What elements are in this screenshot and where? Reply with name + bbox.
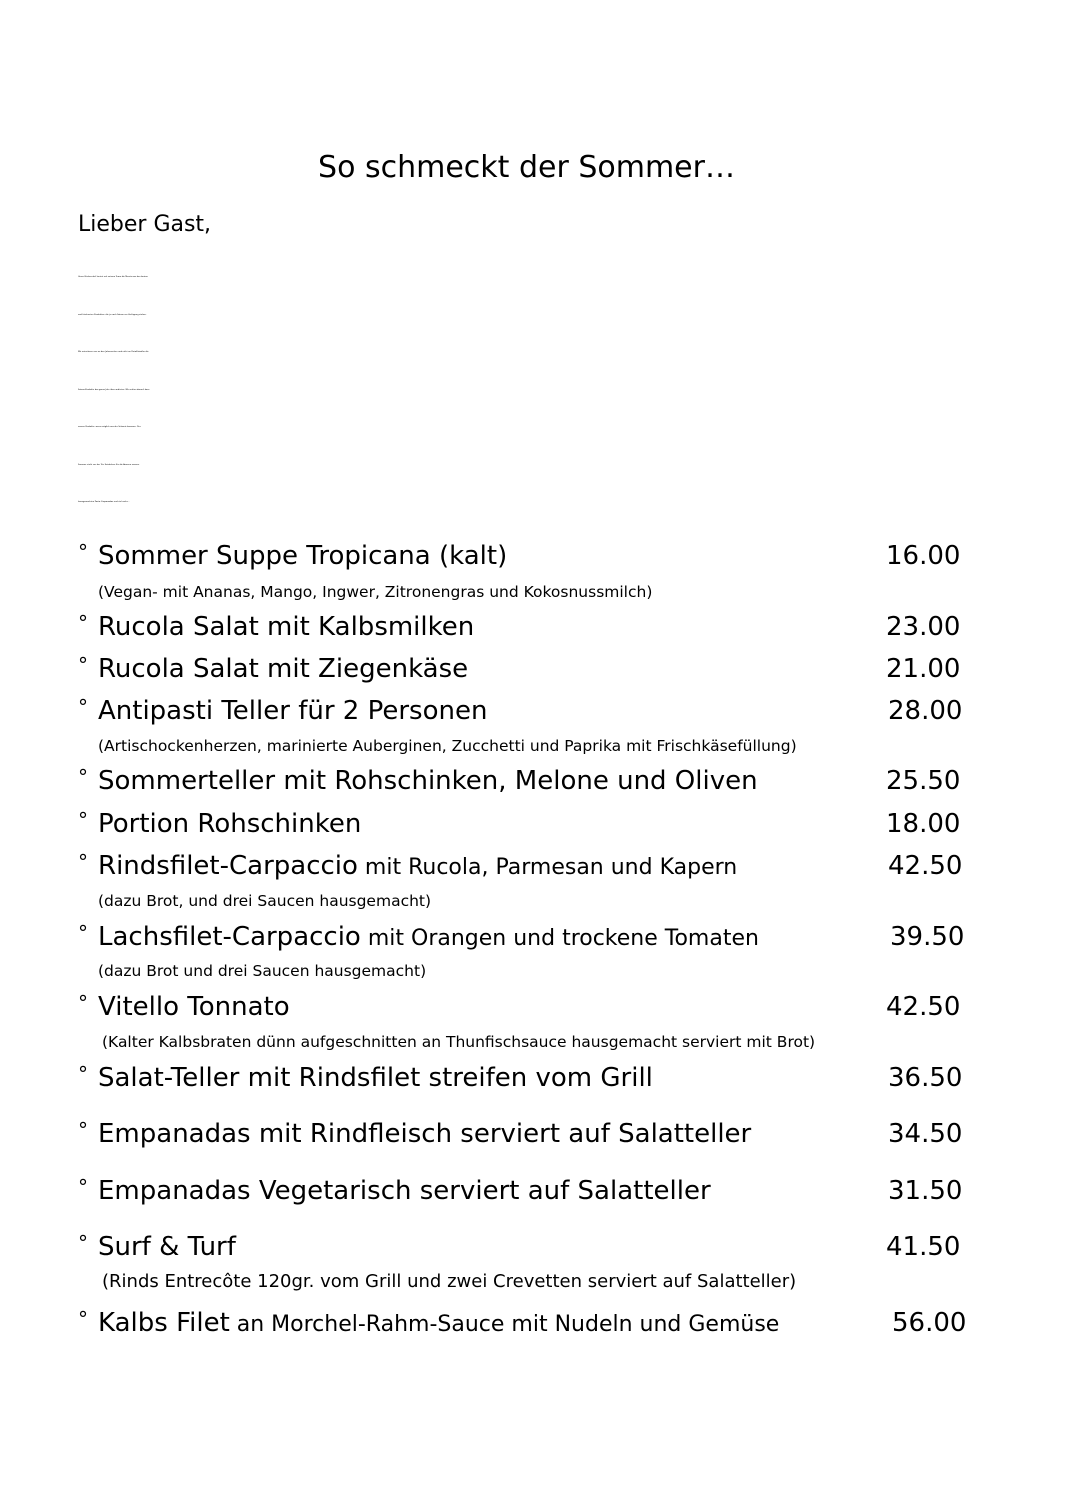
menu-item-vitello-tonnato bbox=[78, 987, 998, 1027]
dish-price: 31.50 bbox=[888, 1176, 963, 1206]
dish-detail: mit Orangen und trockene Tomaten bbox=[360, 926, 759, 951]
dish-name bbox=[98, 846, 737, 888]
dish-title: Empanadas mit Rindfleisch serviert auf Salatteller bbox=[98, 1119, 752, 1149]
dish-description: (Rinds Entrecôte 120gr. vom Grill und zwei Crevetten serviert auf Salatteller) bbox=[102, 1271, 797, 1292]
dish-detail: an Morchel-Rahm-Sauce mit Nudeln und Gemüse bbox=[229, 1312, 780, 1337]
bullet-mark: ° bbox=[78, 808, 88, 832]
dish-title: Antipasti Teller für 2 Personen bbox=[98, 696, 488, 726]
page-title: So schmeckt der Sommer… bbox=[318, 150, 735, 185]
intro-line: unsere Produkte, wenn möglich aus der Schweiz kommen. Der bbox=[78, 426, 141, 428]
dish-price: 28.00 bbox=[888, 696, 963, 726]
intro-line: hausgemachten Pasta, Empanadas und viel mehr… bbox=[78, 501, 130, 503]
bullet-mark: ° bbox=[78, 1307, 88, 1331]
bullet-mark: ° bbox=[78, 611, 88, 635]
dish-title: Sommer Suppe Tropicana (kalt) bbox=[98, 541, 508, 571]
dish-title: Rucola Salat mit Kalbsmilken bbox=[98, 612, 475, 642]
intro-line: Sommer steht vor der Tür. Entdecken Sie die Aromen unserer bbox=[78, 463, 140, 466]
bullet-mark: ° bbox=[78, 850, 88, 874]
dish-price: 36.50 bbox=[888, 1063, 963, 1093]
dish-name bbox=[98, 804, 361, 846]
menu-item-surf-turf bbox=[78, 1227, 998, 1267]
dish-detail: mit Rucola, Parmesan und Kapern bbox=[357, 855, 738, 880]
menu-item-sommerteller bbox=[78, 761, 998, 801]
menu-item-rindsfilet-carpaccio bbox=[78, 846, 998, 886]
dish-price: 39.50 bbox=[890, 922, 965, 952]
bullet-mark: ° bbox=[78, 921, 88, 945]
dish-title: Salat-Teller mit Rindsfilet streifen vom Grill bbox=[98, 1063, 653, 1093]
menu-item-salat-teller bbox=[78, 1058, 998, 1098]
dish-price: 23.00 bbox=[886, 612, 961, 642]
menu-item-rucola-kalbsmilken bbox=[78, 607, 998, 647]
dish-name bbox=[98, 1227, 236, 1269]
intro-line: und frischesten Produkten, die je nach Saison zur Verfügung stehen. bbox=[78, 313, 147, 316]
bullet-mark: ° bbox=[78, 540, 88, 564]
dish-price: 42.50 bbox=[886, 992, 961, 1022]
menu-item-rohschinken bbox=[78, 804, 998, 844]
dish-description: (Kalter Kalbsbraten dünn aufgeschnitten an Thunfischsauce hausgemacht serviert mit Brot) bbox=[102, 1033, 816, 1051]
menu-item-empanadas-vegetarisch bbox=[78, 1171, 998, 1211]
dish-name bbox=[98, 607, 474, 649]
bullet-mark: ° bbox=[78, 991, 88, 1015]
dish-price: 56.00 bbox=[892, 1308, 967, 1338]
bullet-mark: ° bbox=[78, 1175, 88, 1199]
bullet-mark: ° bbox=[78, 653, 88, 677]
dish-description: (dazu Brot und drei Saucen hausgemacht) bbox=[98, 962, 427, 980]
dish-title: Vitello Tonnato bbox=[98, 992, 290, 1022]
dish-price: 21.00 bbox=[886, 654, 961, 684]
dish-name bbox=[98, 987, 290, 1029]
menu-item-lachsfilet-carpaccio bbox=[78, 917, 998, 957]
menu-item-antipasti bbox=[78, 691, 998, 731]
dish-price: 41.50 bbox=[886, 1232, 961, 1262]
dish-description: (dazu Brot, und drei Saucen hausgemacht) bbox=[98, 892, 432, 910]
dish-name bbox=[98, 1303, 779, 1345]
dish-name bbox=[98, 649, 468, 691]
dish-price: 18.00 bbox=[886, 809, 961, 839]
bullet-mark: ° bbox=[78, 1231, 88, 1255]
dish-name bbox=[98, 691, 487, 733]
dish-name bbox=[98, 1171, 711, 1213]
dish-title: Rindsfilet-Carpaccio bbox=[98, 851, 358, 881]
dish-price: 34.50 bbox=[888, 1119, 963, 1149]
dish-title: Sommerteller mit Rohschinken, Melone und Oliven bbox=[98, 766, 758, 796]
dish-description: (Vegan- mit Ananas, Mango, Ingwer, Zitronengras und Kokosnussmilch) bbox=[98, 583, 653, 601]
greeting: Lieber Gast, bbox=[78, 212, 212, 237]
dish-name bbox=[98, 1058, 653, 1100]
dish-title: Rucola Salat mit Ziegenkäse bbox=[98, 654, 469, 684]
dish-price: 16.00 bbox=[886, 541, 961, 571]
dish-title: Lachsfilet-Carpaccio bbox=[98, 922, 361, 952]
menu-item-rucola-ziegenkaese bbox=[78, 649, 998, 689]
dish-price: 42.50 bbox=[888, 851, 963, 881]
dish-description: (Artischockenherzen, marinierte Auberginen, Zucchetti und Paprika mit Frischkäsefüllung) bbox=[98, 737, 797, 755]
bullet-mark: ° bbox=[78, 765, 88, 789]
dish-price: 25.50 bbox=[886, 766, 961, 796]
dish-name bbox=[98, 536, 507, 578]
dish-title: Portion Rohschinken bbox=[98, 809, 362, 839]
menu-item-kalbs-filet bbox=[78, 1303, 998, 1343]
dish-title: Kalbs Filet bbox=[98, 1308, 230, 1338]
intro-line: Wir orientieren uns an den Jahreszeiten und nicht an Detailhändler die bbox=[78, 351, 149, 353]
bullet-mark: ° bbox=[78, 1062, 88, 1086]
dish-name bbox=[98, 1114, 751, 1156]
intro-line: Unser Küchenchef kreiert mit seinem Team die Menüs aus den besten bbox=[78, 276, 148, 278]
intro-paragraph bbox=[78, 259, 998, 522]
intro-line: Saison-Produkte das ganze Jahr über anbieten. Wir achten darauf, dass bbox=[78, 388, 150, 391]
dish-name bbox=[98, 761, 758, 803]
dish-title: Empanadas Vegetarisch serviert auf Salatteller bbox=[98, 1176, 711, 1206]
bullet-mark: ° bbox=[78, 1118, 88, 1142]
bullet-mark: ° bbox=[78, 695, 88, 719]
dish-name bbox=[98, 917, 759, 959]
menu-item-empanadas-rind bbox=[78, 1114, 998, 1154]
dish-title: Surf & Turf bbox=[98, 1232, 236, 1262]
menu-item-sommer-suppe bbox=[78, 536, 998, 576]
